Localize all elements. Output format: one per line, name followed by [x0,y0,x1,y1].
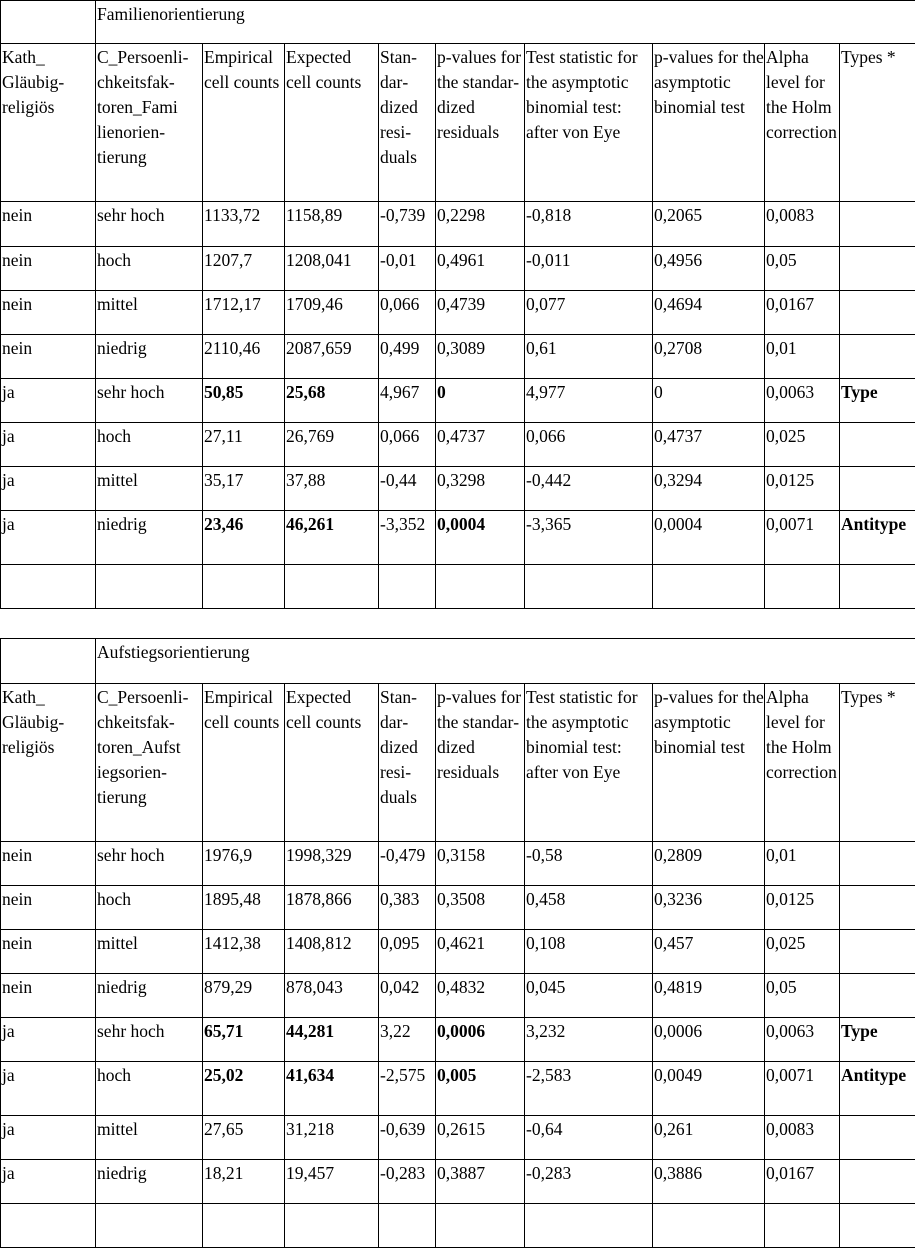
cell-kath-glaeubig: ja [1,423,96,467]
cell-type [840,335,915,379]
header-p-std-residuals: p-values for the standardized residuals [436,684,525,842]
cell-std-residual: 4,967 [379,379,436,423]
empty-row [1,565,915,609]
cell-expected-count: 1208,041 [285,247,379,291]
cell-alpha-holm: 0,05 [765,974,840,1018]
table-row [1,335,915,379]
empty-cell [525,1204,653,1248]
empty-cell [436,1204,525,1248]
empty-cell [1,565,96,609]
header-test-statistic: Test statistic for the asymptotic binomial test: after von Eye [525,684,653,842]
table-row [1,291,915,335]
cell-p-binomial: 0,0004 [653,511,765,565]
cell-factor-level: niedrig [96,335,203,379]
cell-alpha-holm: 0,0071 [765,511,840,565]
cell-kath-glaeubig: ja [1,1116,96,1160]
table-row [1,886,915,930]
cell-empirical-count: 2110,46 [203,335,285,379]
cell-expected-count: 1998,329 [285,842,379,886]
cell-empirical-count: 27,11 [203,423,285,467]
cell-empirical-count: 25,02 [203,1062,285,1116]
empty-cell [96,1204,203,1248]
cell-empirical-count: 35,17 [203,467,285,511]
cell-kath-glaeubig: nein [1,974,96,1018]
cell-factor-level: hoch [96,886,203,930]
cell-expected-count: 878,043 [285,974,379,1018]
table-row [1,379,915,423]
cell-type [840,247,915,291]
table-row [1,1018,915,1062]
cfa-table-familienorientierung [0,0,915,609]
cell-alpha-holm: 0,0125 [765,467,840,511]
cell-alpha-holm: 0,0063 [765,379,840,423]
cell-p-binomial: 0,0049 [653,1062,765,1116]
cell-std-residual: -0,283 [379,1160,436,1204]
cell-empirical-count: 1712,17 [203,291,285,335]
table-row [1,467,915,511]
cell-empirical-count: 1412,38 [203,930,285,974]
cell-type [840,423,915,467]
cell-alpha-holm: 0,05 [765,247,840,291]
header-empirical: Empirical cell counts [203,44,285,202]
cell-type: Type [840,1018,915,1062]
cell-expected-count: 2087,659 [285,335,379,379]
cell-test-statistic: -0,818 [525,202,653,247]
header-p-binomial: p-values for the asymptotic binomial test [653,44,765,202]
cell-test-statistic: 0,077 [525,291,653,335]
cfa-table-aufstiegsorientierung [0,638,915,1248]
cell-expected-count: 1709,46 [285,291,379,335]
cell-factor-level: niedrig [96,511,203,565]
cell-type: Antitype [840,1062,915,1116]
cell-type: Type [840,379,915,423]
header-std-residuals: Standardized residuals [379,44,436,202]
empty-cell [203,1204,285,1248]
cell-test-statistic: -2,583 [525,1062,653,1116]
cell-p-binomial: 0,4956 [653,247,765,291]
cell-test-statistic: -0,64 [525,1116,653,1160]
empty-cell [765,1204,840,1248]
cell-std-residual: -3,352 [379,511,436,565]
cell-test-statistic: -3,365 [525,511,653,565]
cell-test-statistic: -0,011 [525,247,653,291]
cell-p-binomial: 0,261 [653,1116,765,1160]
cell-alpha-holm: 0,0071 [765,1062,840,1116]
cell-kath-glaeubig: nein [1,247,96,291]
empty-cell [379,1204,436,1248]
cell-type [840,1116,915,1160]
cell-factor-level: mittel [96,291,203,335]
cell-std-residual: -0,479 [379,842,436,886]
header-factor: C_Persoenlichkeitsfaktoren_Aufst iegsorientierung [96,684,203,842]
cell-expected-count: 26,769 [285,423,379,467]
cell-factor-level: sehr hoch [96,379,203,423]
cell-kath-glaeubig: nein [1,930,96,974]
table-row [1,202,915,247]
cell-empirical-count: 1976,9 [203,842,285,886]
cell-p-binomial: 0,3294 [653,467,765,511]
cell-p-std-residual: 0,0006 [436,1018,525,1062]
empty-cell [653,1204,765,1248]
cell-alpha-holm: 0,025 [765,423,840,467]
header-p-std-residuals: p-values for the standardized residuals [436,44,525,202]
cell-test-statistic: -0,442 [525,467,653,511]
header-test-statistic: Test statistic for the asymptotic binomial test: after von Eye [525,44,653,202]
cell-p-std-residual: 0,4621 [436,930,525,974]
cell-alpha-holm: 0,025 [765,930,840,974]
cell-p-binomial: 0,4694 [653,291,765,335]
header-kath-glaeubig: Kath_ Gläubigreligiös [1,44,96,202]
header-empirical: Empirical cell counts [203,684,285,842]
cell-expected-count: 31,218 [285,1116,379,1160]
cell-factor-level: mittel [96,467,203,511]
cell-expected-count: 44,281 [285,1018,379,1062]
cell-alpha-holm: 0,0083 [765,202,840,247]
cell-empirical-count: 1133,72 [203,202,285,247]
cell-expected-count: 19,457 [285,1160,379,1204]
cell-test-statistic: 3,232 [525,1018,653,1062]
cell-p-std-residual: 0,2298 [436,202,525,247]
cell-std-residual: -0,639 [379,1116,436,1160]
cell-expected-count: 46,261 [285,511,379,565]
table-row [1,1160,915,1204]
cell-test-statistic: 4,977 [525,379,653,423]
header-types: Types * [840,684,915,842]
header-alpha-holm: Alpha level for the Holm correction [765,44,840,202]
cell-p-std-residual: 0,3158 [436,842,525,886]
header-std-residuals: Standardized residuals [379,684,436,842]
cell-p-binomial: 0,457 [653,930,765,974]
cell-p-binomial: 0,0006 [653,1018,765,1062]
cell-test-statistic: 0,045 [525,974,653,1018]
cell-p-std-residual: 0,3508 [436,886,525,930]
cell-p-binomial: 0,2809 [653,842,765,886]
table-title: Familienorientierung [96,1,915,44]
cell-kath-glaeubig: nein [1,335,96,379]
cell-p-std-residual: 0,3887 [436,1160,525,1204]
cell-kath-glaeubig: nein [1,202,96,247]
cell-p-std-residual: 0,4832 [436,974,525,1018]
cell-kath-glaeubig: ja [1,379,96,423]
cell-type [840,930,915,974]
table-title: Aufstiegsorientierung [96,639,915,684]
cell-factor-level: sehr hoch [96,1018,203,1062]
cell-type [840,886,915,930]
empty-cell [653,565,765,609]
cell-std-residual: 0,042 [379,974,436,1018]
table-row [1,1062,915,1116]
header-kath-glaeubig: Kath_ Gläubigreligiös [1,684,96,842]
cell-factor-level: hoch [96,423,203,467]
cell-expected-count: 1878,866 [285,886,379,930]
empty-row [1,1204,915,1248]
header-types: Types * [840,44,915,202]
table-row [1,511,915,565]
cell-factor-level: niedrig [96,1160,203,1204]
cell-alpha-holm: 0,0063 [765,1018,840,1062]
cell-alpha-holm: 0,0083 [765,1116,840,1160]
cell-p-binomial: 0,4737 [653,423,765,467]
cell-test-statistic: 0,61 [525,335,653,379]
cell-p-binomial: 0,2708 [653,335,765,379]
cell-factor-level: sehr hoch [96,842,203,886]
cell-factor-level: hoch [96,1062,203,1116]
empty-cell [285,565,379,609]
cell-factor-level: hoch [96,247,203,291]
empty-cell [840,565,915,609]
empty-cell [203,565,285,609]
cell-type [840,1160,915,1204]
cell-p-std-residual: 0,3089 [436,335,525,379]
table-row [1,1116,915,1160]
cell-std-residual: -0,739 [379,202,436,247]
cell-empirical-count: 65,71 [203,1018,285,1062]
table-row [1,930,915,974]
column-header-row [1,44,915,202]
cell-empirical-count: 23,46 [203,511,285,565]
cell-std-residual: 0,066 [379,291,436,335]
cell-alpha-holm: 0,0125 [765,886,840,930]
cell-kath-glaeubig: ja [1,1160,96,1204]
cell-p-std-residual: 0,2615 [436,1116,525,1160]
cell-std-residual: -0,44 [379,467,436,511]
empty-cell [525,565,653,609]
table-title-row [1,1,915,44]
cell-p-binomial: 0,4819 [653,974,765,1018]
cell-empirical-count: 1207,7 [203,247,285,291]
empty-cell [1,1204,96,1248]
cell-kath-glaeubig: ja [1,1018,96,1062]
cell-test-statistic: 0,458 [525,886,653,930]
cell-type [840,974,915,1018]
cell-alpha-holm: 0,0167 [765,1160,840,1204]
cell-alpha-holm: 0,01 [765,335,840,379]
header-factor: C_Persoenlichkeitsfaktoren_Fami lienorientierung [96,44,203,202]
cell-empirical-count: 18,21 [203,1160,285,1204]
table-row [1,974,915,1018]
cell-p-std-residual: 0,3298 [436,467,525,511]
cell-kath-glaeubig: nein [1,842,96,886]
cell-expected-count: 25,68 [285,379,379,423]
empty-cell [840,1204,915,1248]
table-row [1,247,915,291]
cell-kath-glaeubig: nein [1,886,96,930]
table-row [1,842,915,886]
cell-empirical-count: 50,85 [203,379,285,423]
empty-cell [96,565,203,609]
header-alpha-holm: Alpha level for the Holm correction [765,684,840,842]
cell-p-binomial: 0 [653,379,765,423]
cell-kath-glaeubig: ja [1,511,96,565]
cell-std-residual: 0,383 [379,886,436,930]
column-header-row [1,684,915,842]
cell-factor-level: mittel [96,1116,203,1160]
cell-std-residual: 0,095 [379,930,436,974]
cell-p-binomial: 0,3886 [653,1160,765,1204]
cell-empirical-count: 879,29 [203,974,285,1018]
cell-p-std-residual: 0,4737 [436,423,525,467]
table-row [1,423,915,467]
cell-p-std-residual: 0,0004 [436,511,525,565]
cell-p-std-residual: 0 [436,379,525,423]
cell-std-residual: 0,499 [379,335,436,379]
cell-p-std-residual: 0,4739 [436,291,525,335]
cell-p-std-residual: 0,005 [436,1062,525,1116]
cell-type [840,291,915,335]
cell-factor-level: niedrig [96,974,203,1018]
cell-type [840,467,915,511]
empty-cell [379,565,436,609]
cell-std-residual: -2,575 [379,1062,436,1116]
cell-alpha-holm: 0,0167 [765,291,840,335]
cell-p-std-residual: 0,4961 [436,247,525,291]
cell-kath-glaeubig: ja [1,467,96,511]
cell-test-statistic: 0,066 [525,423,653,467]
corner-cell [1,1,96,44]
empty-cell [765,565,840,609]
cell-p-binomial: 0,2065 [653,202,765,247]
header-expected: Expected cell counts [285,44,379,202]
cell-empirical-count: 1895,48 [203,886,285,930]
cell-p-binomial: 0,3236 [653,886,765,930]
cell-std-residual: 0,066 [379,423,436,467]
cell-expected-count: 41,634 [285,1062,379,1116]
cell-test-statistic: -0,58 [525,842,653,886]
header-expected: Expected cell counts [285,684,379,842]
header-p-binomial: p-values for the asymptotic binomial test [653,684,765,842]
cell-type: Antitype [840,511,915,565]
empty-cell [436,565,525,609]
cell-factor-level: sehr hoch [96,202,203,247]
cell-expected-count: 1408,812 [285,930,379,974]
cell-type [840,842,915,886]
cell-test-statistic: -0,283 [525,1160,653,1204]
cell-type [840,202,915,247]
cell-expected-count: 1158,89 [285,202,379,247]
corner-cell [1,639,96,684]
cell-kath-glaeubig: nein [1,291,96,335]
table-title-row [1,639,915,684]
cell-kath-glaeubig: ja [1,1062,96,1116]
cell-empirical-count: 27,65 [203,1116,285,1160]
cell-expected-count: 37,88 [285,467,379,511]
cell-std-residual: 3,22 [379,1018,436,1062]
cell-test-statistic: 0,108 [525,930,653,974]
cell-alpha-holm: 0,01 [765,842,840,886]
empty-cell [285,1204,379,1248]
cell-std-residual: -0,01 [379,247,436,291]
cell-factor-level: mittel [96,930,203,974]
